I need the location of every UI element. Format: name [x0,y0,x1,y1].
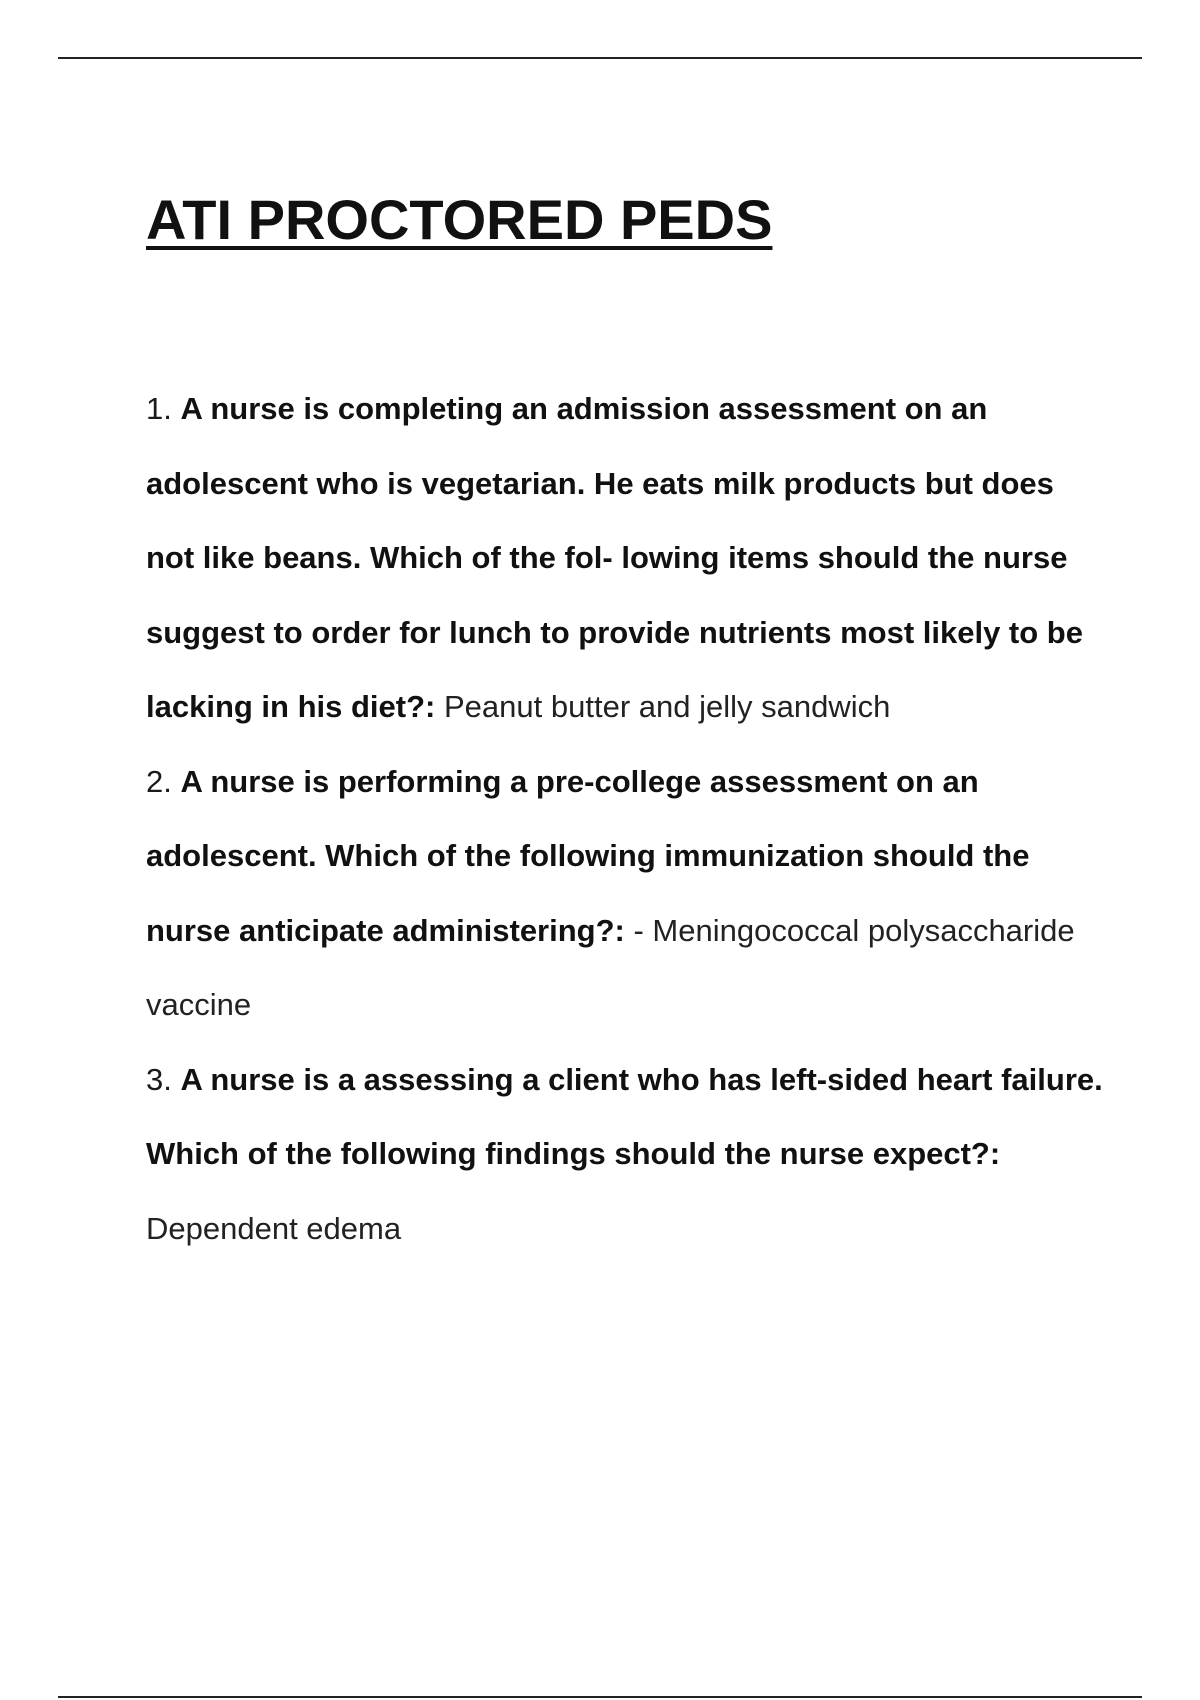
answer-text: Dependent edema [146,1210,402,1246]
question-list [146,372,1106,1266]
question-text: A nurse is performing a pre-college assessment on an adolescent. Which of the following immunization should the nurse anticipate administering?: [146,763,1030,948]
question-number: 2. [146,763,172,799]
bottom-divider [58,1696,1142,1698]
question-text: A nurse is completing an admission assessment on an adolescent who is vegetarian. He eats milk products but does not like beans. Which of the fol- lowing items should the nurse suggest to order for lunch to provide nutrients most likely to be lacking in his diet?: [146,391,1083,724]
question-item [146,372,1106,745]
question-item [146,745,1106,1043]
answer-text: - Meningococcal polysaccharide vaccine [146,912,1075,1022]
question-number: 1. [146,391,172,426]
answer-text: Peanut butter and jelly sandwich [444,689,891,724]
question-item [146,1043,1106,1267]
top-divider [58,57,1142,59]
page-title: ATI PROCTORED PEDS [146,188,773,251]
question-number: 3. [146,1061,172,1097]
question-text: A nurse is a assessing a client who has left-sided heart failure. Which of the following findings should the nurse expect?: [146,1061,1103,1171]
